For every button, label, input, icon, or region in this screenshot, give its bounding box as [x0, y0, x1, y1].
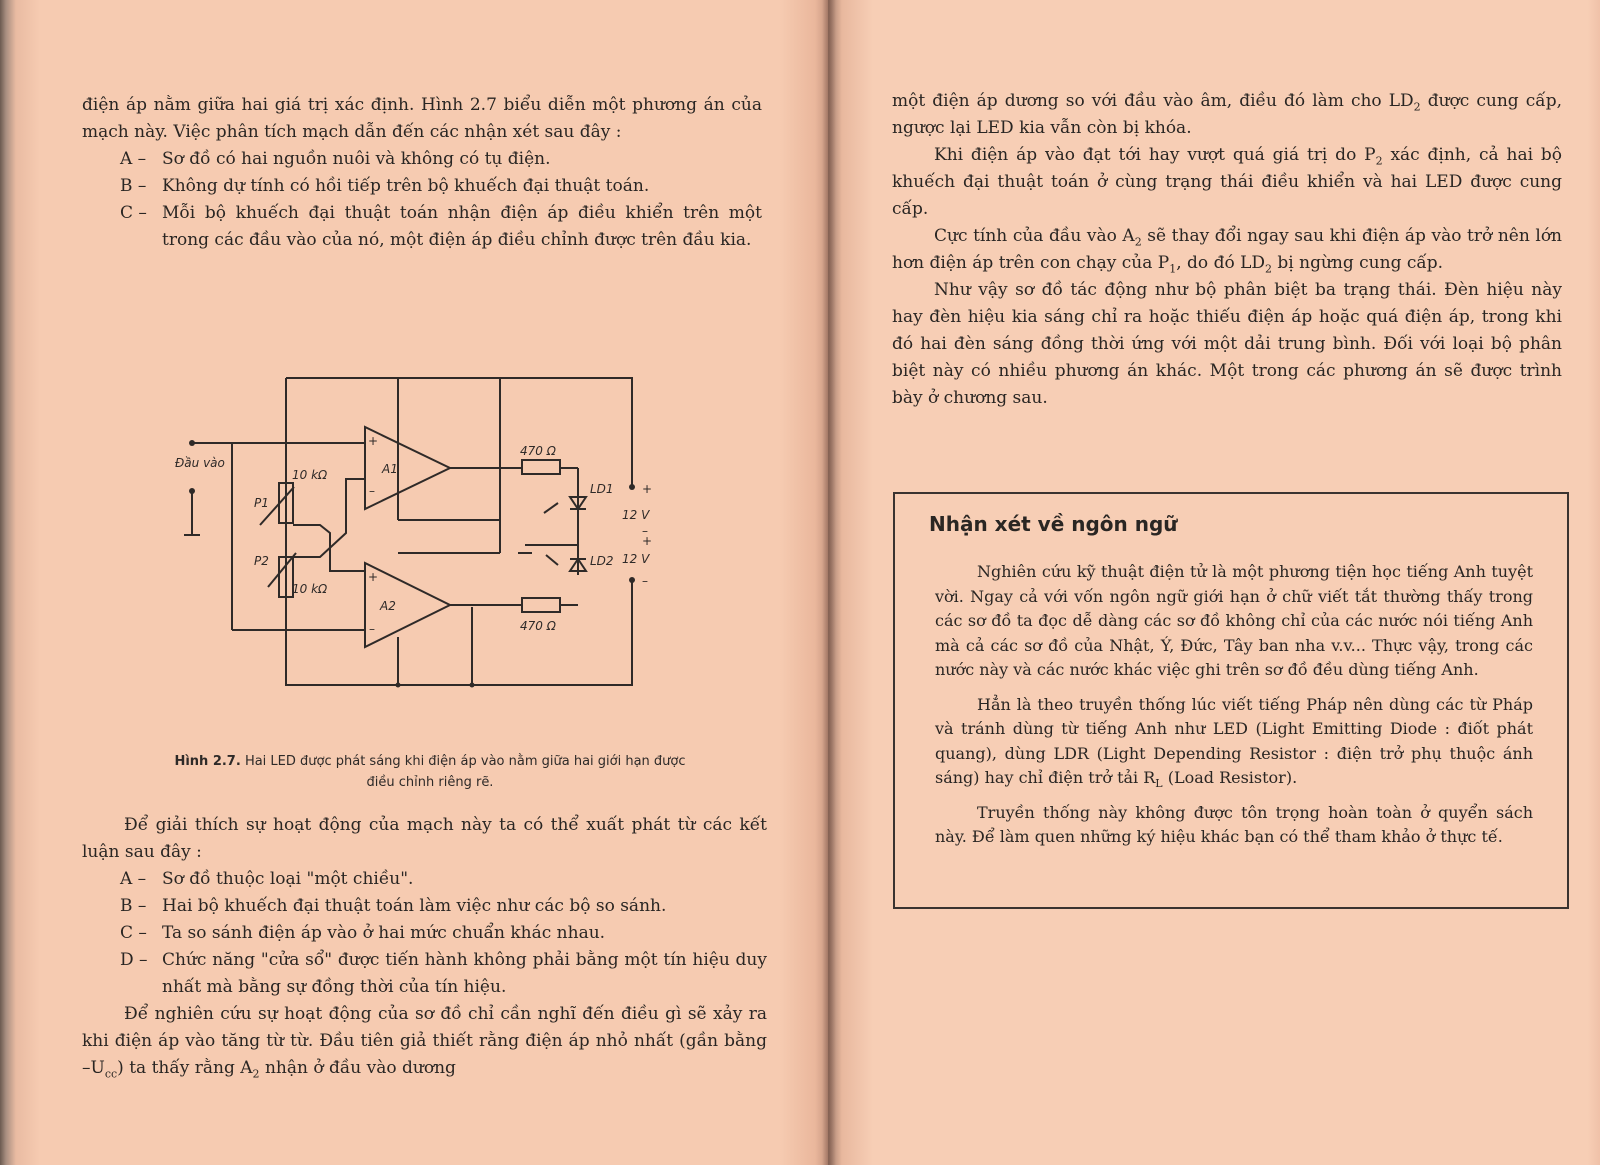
rp1-sub: 2 — [1413, 100, 1421, 114]
conclusion-c-text: Ta so sánh điện áp vào ở hai mức chuẩn khác nhau. — [162, 923, 606, 943]
caption-text: Hai LED được phát sáng khi điện áp vào nằm giữa hai giới hạn được điều chỉnh riêng rẽ. — [244, 754, 686, 790]
minus1-label: – — [642, 524, 648, 538]
plus1-label: + — [642, 482, 653, 496]
remark-b — [82, 173, 762, 200]
right-top-text — [892, 88, 1562, 412]
rp2-sub: 2 — [1375, 154, 1383, 168]
rp3-sub-a: 2 — [1134, 235, 1142, 249]
conclusion-c — [82, 920, 767, 947]
note2-text-b: (Load Resistor). — [1162, 768, 1298, 787]
note2-text-a: Hẳn là theo truyền thống lúc viết tiếng Pháp nên dùng các từ Pháp và tránh dùng từ tiếng Anh như LED (Light Emitting Diode : điốt phát quang), dùng LDR (Light Depending Resistor : điện trở phụ thuộc ánh sáng) hay chỉ điện trở tải R — [935, 694, 1533, 787]
note2-sub: L — [1155, 777, 1163, 791]
study-text-2: ) ta thấy rằng A — [117, 1058, 253, 1078]
right-paragraph-1 — [892, 88, 1562, 142]
study-text-3: nhận ở đầu vào dương — [259, 1058, 456, 1078]
res1-label: 470 Ω — [520, 444, 556, 458]
conclusion-b-text: Hai bộ khuếch đại thuật toán làm việc như các bộ so sánh. — [162, 896, 667, 916]
conclusion-a-text: Sơ đồ thuộc loại "một chiều". — [162, 869, 414, 889]
rp3-text-c: , do đó LD — [1176, 253, 1266, 273]
study-text-1: Để nghiên cứu sự hoạt động của sơ đồ chỉ cần nghĩ đến điều gì sẽ xảy ra khi điện áp vào tăng từ từ. Đầu tiên giả thiết rằng điện áp nhỏ nhất (gần bằng –U — [82, 1004, 767, 1078]
r-bottom-label: 10 kΩ — [292, 582, 328, 596]
opamp-minus-1: – — [369, 484, 375, 498]
v1-label: 12 V — [622, 508, 650, 522]
rp1-text-a: một điện áp dương so với đầu vào âm, điều đó làm cho LD — [892, 91, 1414, 111]
opamp-plus-2: + — [368, 570, 379, 584]
input-label: Đầu vào — [175, 456, 225, 470]
study-paragraph — [82, 1001, 767, 1082]
conclusion-b — [82, 893, 767, 920]
a1-label: A1 — [382, 462, 398, 476]
ld1-label: LD1 — [590, 482, 614, 496]
opamp-minus-2: – — [369, 622, 375, 636]
rp3-text-a: Cực tính của đầu vào A — [934, 226, 1135, 246]
note-paragraph-3: Truyền thống này không được tôn trọng hoàn toàn ở quyển sách này. Để làm quen những ký hiệu khác bạn có thể tham khảo ở thực tế. — [935, 802, 1533, 846]
right-paragraph-2 — [892, 142, 1562, 223]
remark-c-text: Mỗi bộ khuếch đại thuật toán nhận điện áp điều khiển trên một trong các đầu vào của nó, một điện áp điều chỉnh được trên đầu kia. — [162, 203, 762, 250]
left-top-text — [82, 92, 762, 254]
minus2-label: – — [642, 574, 648, 588]
caption-label: Hình 2.7. — [174, 754, 241, 769]
rp3-text-d: bị ngừng cung cấp. — [1272, 253, 1444, 273]
note-paragraph-1: Nghiên cứu kỹ thuật điện tử là một phương tiện học tiếng Anh tuyệt vời. Ngay cả với vốn ngôn ngữ giới hạn ở chữ viết tắt thường thấy trong các sơ đồ ta đọc dễ dàng các sơ đồ không chỉ của các nước nói tiếng Anh mà cả các sơ đồ của Nhật, Ý, Đức, Tây ban nha v.v... Thực vậy, trong các nước này và các nước khác việc ghi trên sơ đồ đều dùng tiếng Anh. — [935, 562, 1533, 679]
conclusion-d-label: D – — [120, 950, 148, 970]
rp3-sub-b: 1 — [1169, 262, 1177, 276]
p1-label: P1 — [254, 496, 269, 510]
language-note-box — [893, 492, 1569, 909]
left-bottom-text — [82, 812, 767, 1082]
note-paragraph-2 — [935, 693, 1533, 791]
study-sub-2: 2 — [252, 1067, 260, 1081]
remark-a-text: Sơ đồ có hai nguồn nuôi và không có tụ điện. — [162, 149, 551, 169]
remark-b-text: Không dự tính có hồi tiếp trên bộ khuếch đại thuật toán. — [162, 176, 650, 196]
remark-c — [82, 200, 762, 254]
remark-c-label: C – — [120, 203, 147, 223]
remark-a-label: A – — [120, 149, 147, 169]
figure-caption — [160, 751, 700, 793]
explain-intro: Để giải thích sự hoạt động của mạch này ta có thể xuất phát từ các kết luận sau đây : — [82, 815, 767, 862]
rp1-text-b: được cung cấp, ngược lại LED kia vẫn còn bị khóa. — [892, 91, 1562, 138]
note-body — [935, 560, 1533, 860]
conclusion-a — [82, 866, 767, 893]
conclusion-d — [82, 947, 767, 1001]
a2-label: A2 — [380, 599, 396, 613]
conclusion-b-label: B – — [120, 896, 147, 916]
right-paragraph-4: Như vậy sơ đồ tác động như bộ phân biệt ba trạng thái. Đèn hiệu này hay đèn hiệu kia sáng chỉ ra hoặc thiếu điện áp hoặc quá điện áp, trong khi đó hai đèn sáng đồng thời ứng với một dải trung bình. Đối với loại bộ phân biệt này có nhiều phương án khác. Một trong các phương án sẽ được trình bày ở chương sau. — [892, 280, 1562, 408]
conclusion-a-label: A – — [120, 869, 147, 889]
rp3-sub-c: 2 — [1265, 262, 1273, 276]
book-gutter — [822, 0, 836, 1165]
intro-paragraph: điện áp nằm giữa hai giá trị xác định. Hình 2.7 biểu diễn một phương án của mạch này. Việc phân tích mạch dẫn đến các nhận xét sau đây : — [82, 95, 762, 142]
circuit-diagram — [170, 375, 690, 715]
plus2-label: + — [642, 534, 653, 548]
study-sub-cc: cc — [104, 1067, 118, 1081]
remark-b-label: B – — [120, 176, 147, 196]
note-title: Nhận xét về ngôn ngữ — [929, 512, 1178, 536]
res2-label: 470 Ω — [520, 619, 556, 633]
rp2-text-b: xác định, cả hai bộ khuếch đại thuật toán ở cùng trạng thái điều khiển và hai LED được cung cấp. — [892, 145, 1562, 219]
rp2-text-a: Khi điện áp vào đạt tới hay vượt quá giá trị do P — [934, 145, 1376, 165]
ld2-label: LD2 — [590, 554, 614, 568]
r-top-label: 10 kΩ — [292, 468, 328, 482]
right-paragraph-3 — [892, 223, 1562, 277]
conclusion-c-label: C – — [120, 923, 147, 943]
conclusion-d-text: Chức năng "cửa sổ" được tiến hành không phải bằng một tín hiệu duy nhất mà bằng sự đồng thời của tín hiệu. — [162, 950, 767, 997]
opamp-plus-1: + — [368, 434, 379, 448]
p2-label: P2 — [254, 554, 269, 568]
rp3-text-b: sẽ thay đổi ngay sau khi điện áp vào trở nên lớn hơn điện áp trên con chạy của P — [892, 226, 1562, 273]
remark-a — [82, 146, 762, 173]
v2-label: 12 V — [622, 552, 650, 566]
